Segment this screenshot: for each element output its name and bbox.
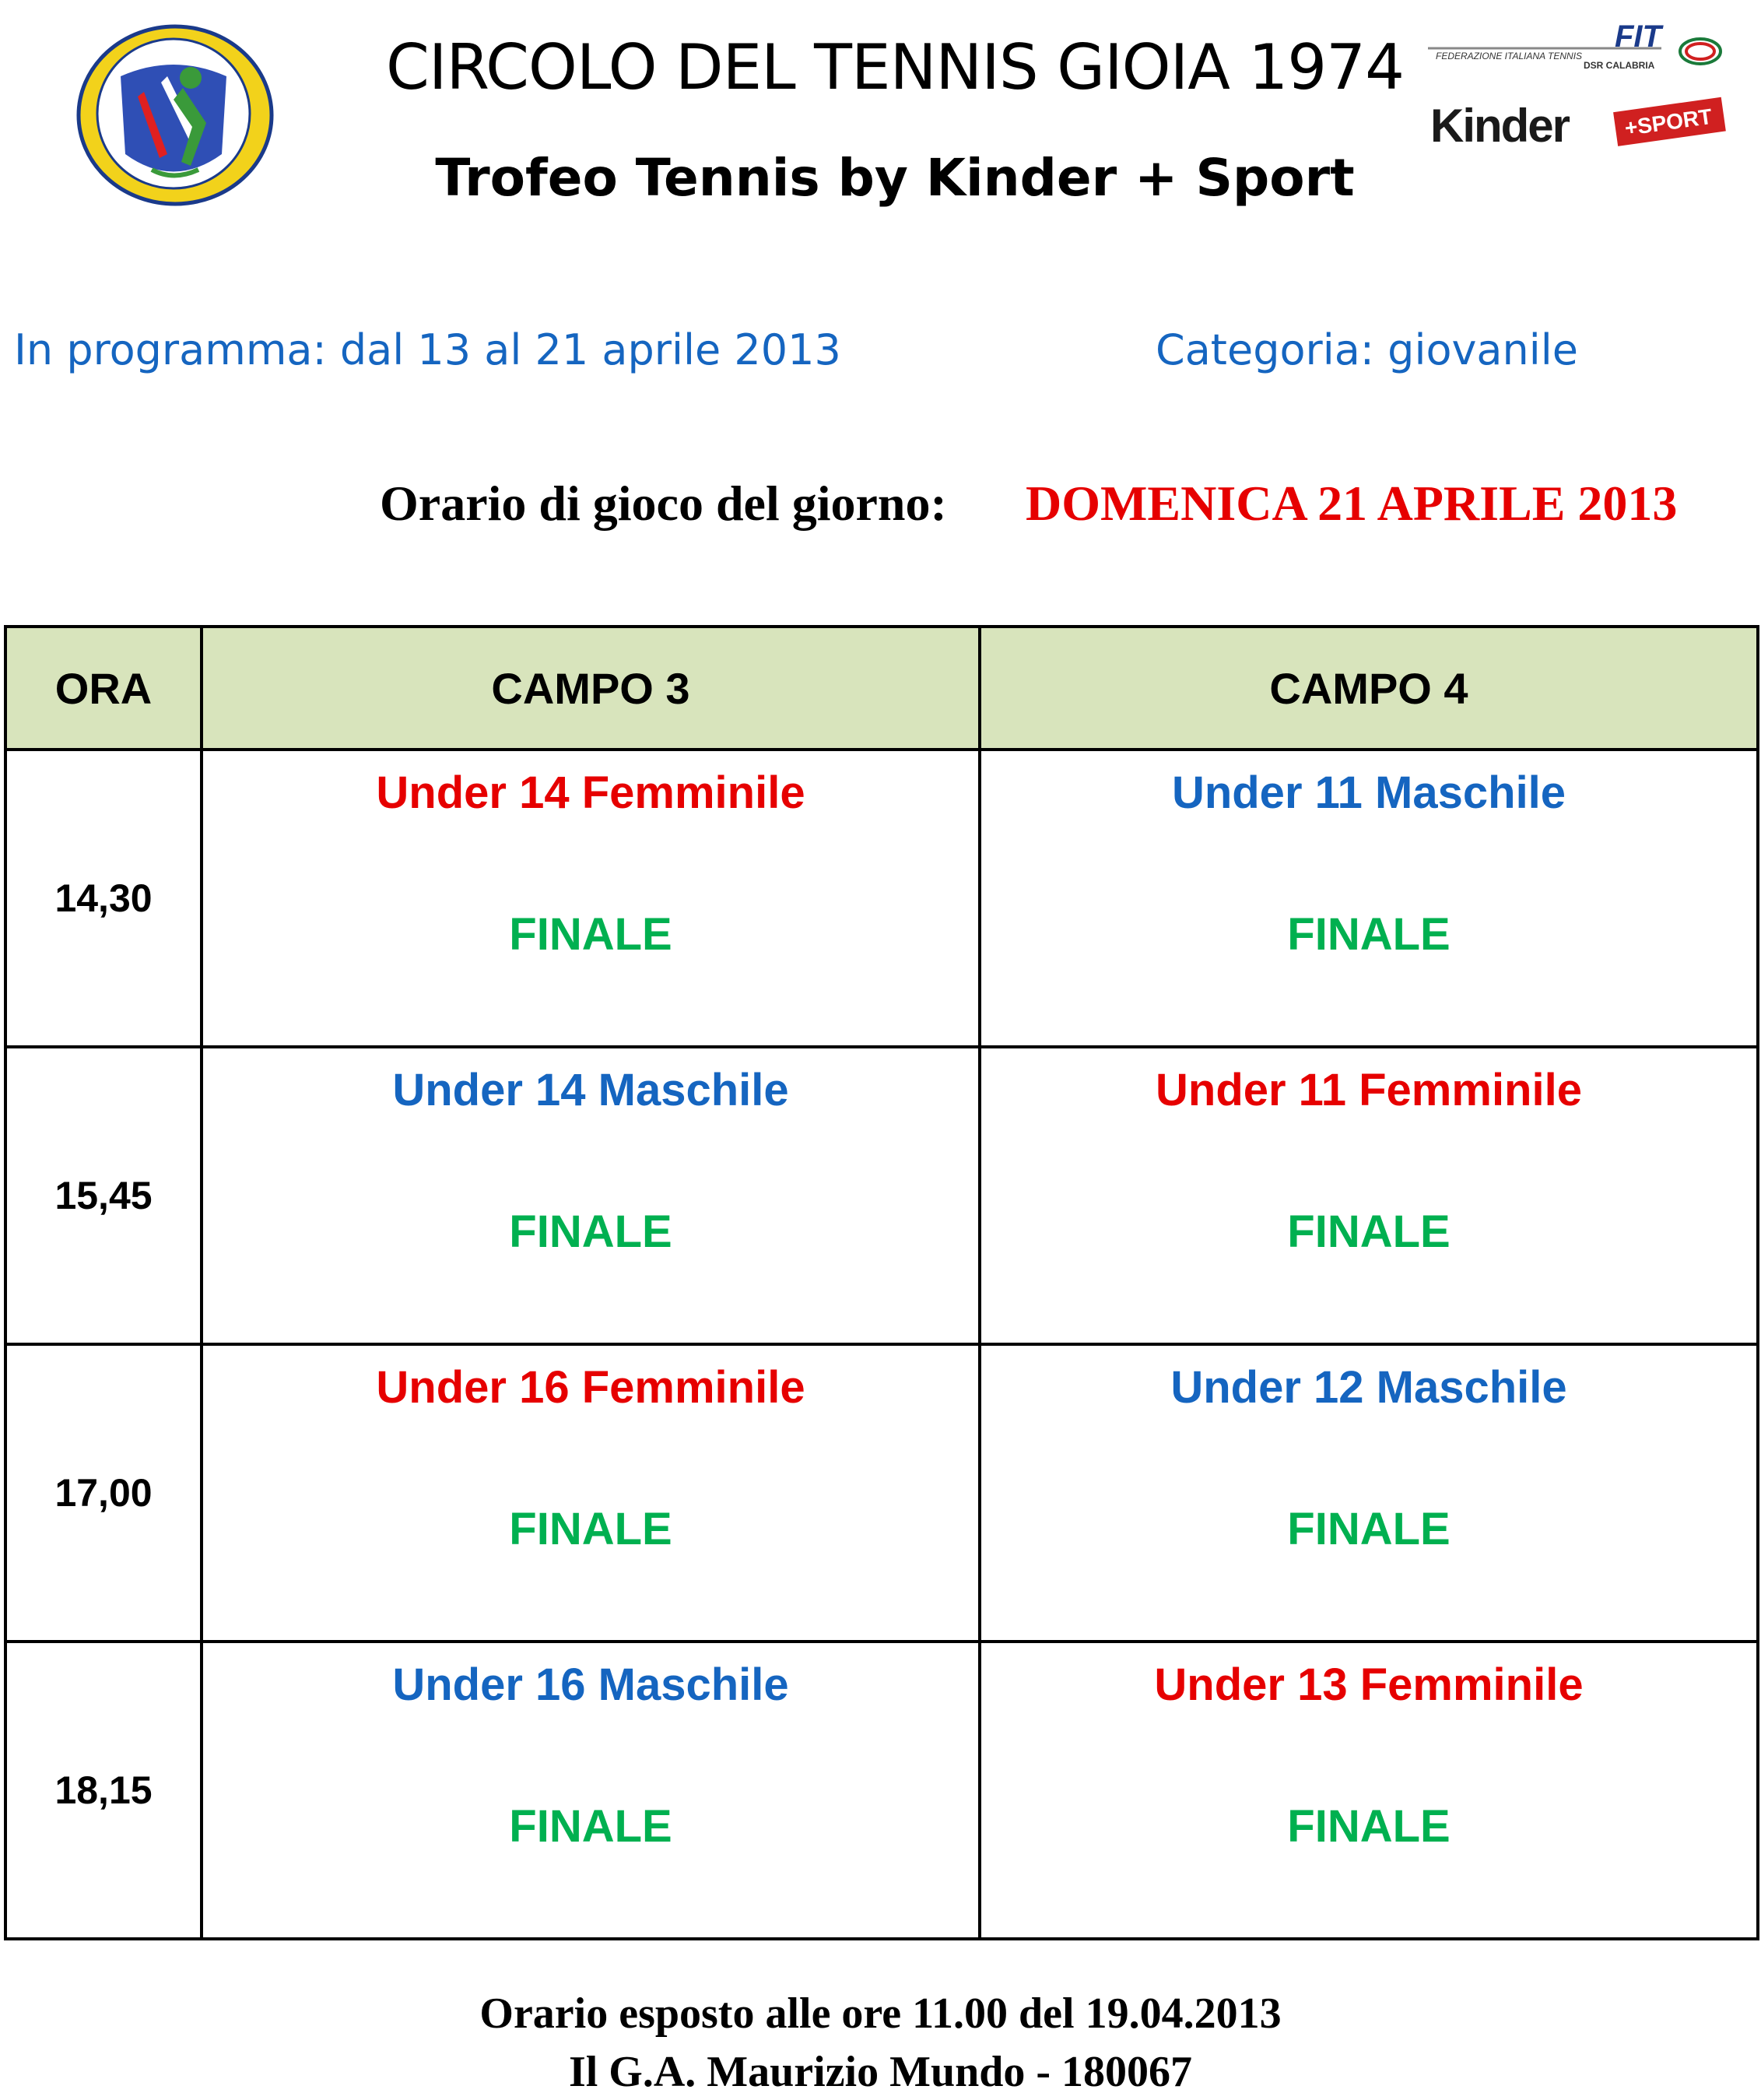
match-cell xyxy=(202,1344,980,1642)
page-title: CIRCOLO DEL TENNIS GIOIA 1974 xyxy=(386,31,1404,104)
match-category: Under 14 Femminile xyxy=(376,767,805,818)
match-category: Under 11 Femminile xyxy=(1156,1065,1582,1115)
table-header-row xyxy=(5,627,1758,750)
match-cell xyxy=(980,1642,1758,1939)
footer-signature: Il G.A. Maurizio Mundo - 180067 xyxy=(568,2048,1193,2096)
match-round: FINALE xyxy=(509,1801,672,1852)
match-category: Under 11 Maschile xyxy=(1171,767,1566,818)
table-row xyxy=(5,750,1758,1047)
kinder-logo-tag: +SPORT xyxy=(1622,104,1714,141)
match-round: FINALE xyxy=(509,909,672,960)
match-cell xyxy=(202,750,980,1047)
category-info: Categoria: giovanile xyxy=(1156,325,1578,374)
fit-logo-mark: FIT xyxy=(1615,19,1661,54)
kinder-logo-brand: Kinder xyxy=(1430,100,1570,152)
match-category: Under 16 Maschile xyxy=(392,1659,789,1710)
time-cell: 18,15 xyxy=(5,1642,202,1939)
match-cell xyxy=(980,750,1758,1047)
column-header-campo-4: CAMPO 4 xyxy=(980,627,1758,750)
fit-logo-line2: DSR CALABRIA xyxy=(1584,60,1655,71)
time-cell: 17,00 xyxy=(5,1344,202,1642)
match-category: Under 14 Maschile xyxy=(392,1065,789,1115)
match-round: FINALE xyxy=(1287,909,1451,960)
match-category: Under 12 Maschile xyxy=(1170,1362,1567,1413)
match-cell xyxy=(202,1642,980,1939)
time-cell: 15,45 xyxy=(5,1047,202,1344)
footer-posted-time: Orario esposto alle ore 11.00 del 19.04.2013 xyxy=(479,1989,1282,2038)
program-dates: In programma: dal 13 al 21 aprile 2013 xyxy=(14,325,841,374)
schedule-day-date: DOMENICA 21 APRILE 2013 xyxy=(1026,476,1678,531)
match-cell xyxy=(980,1344,1758,1642)
match-cell xyxy=(202,1047,980,1344)
match-round: FINALE xyxy=(509,1504,672,1554)
match-cell xyxy=(980,1047,1758,1344)
match-category: Under 13 Femminile xyxy=(1154,1659,1584,1710)
column-header-campo-3: CAMPO 3 xyxy=(202,627,980,750)
match-round: FINALE xyxy=(1287,1504,1451,1554)
match-round: FINALE xyxy=(509,1206,672,1257)
table-row xyxy=(5,1047,1758,1344)
match-round: FINALE xyxy=(1287,1801,1451,1852)
match-category: Under 16 Femminile xyxy=(376,1362,805,1413)
table-row xyxy=(5,1642,1758,1939)
table-row xyxy=(5,1344,1758,1642)
fit-logo-line1: FEDERAZIONE ITALIANA TENNIS xyxy=(1436,51,1583,61)
match-round: FINALE xyxy=(1287,1206,1451,1257)
schedule-day-label: Orario di gioco del giorno: xyxy=(380,476,947,531)
time-cell: 14,30 xyxy=(5,750,202,1047)
schedule-table xyxy=(4,625,1759,1940)
page-subtitle: Trofeo Tennis by Kinder + Sport xyxy=(435,148,1355,208)
column-header-ora: ORA xyxy=(5,627,202,750)
